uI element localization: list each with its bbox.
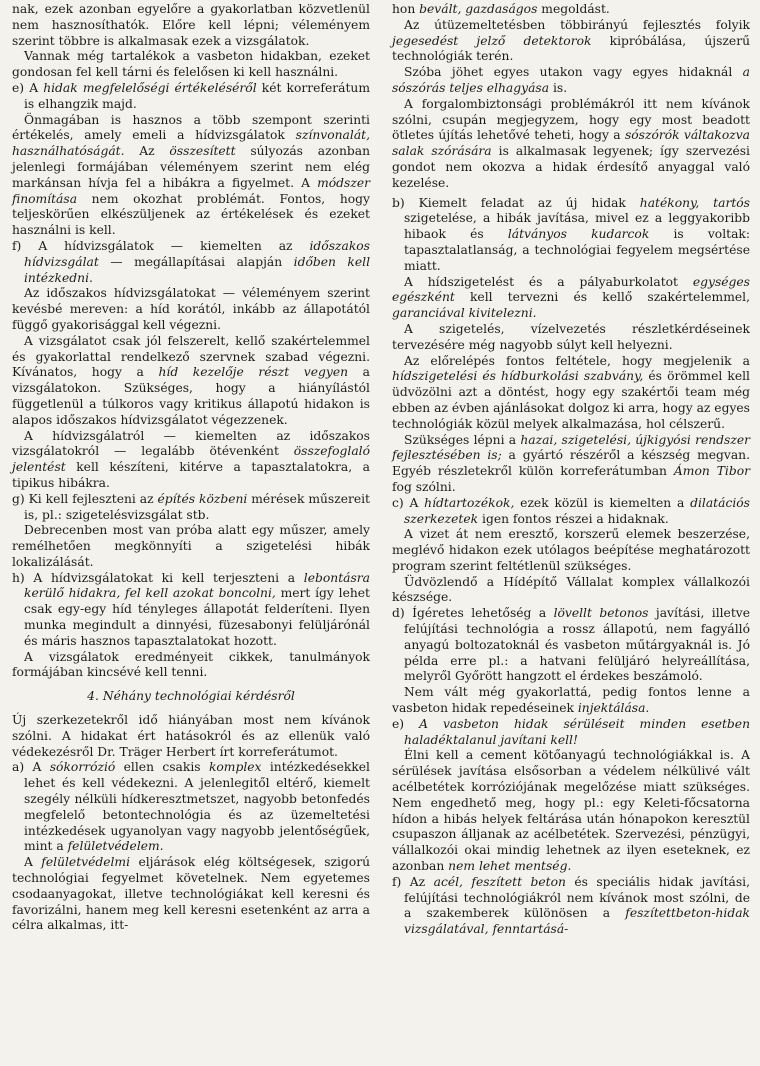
paragraph: Debrecenben most van próba alatt egy műszer, amely remélhetően megkönnyíti a szigetelési hibák lokalizálását. xyxy=(12,523,370,569)
paragraph: Szóba jöhet egyes utakon vagy egyes hidaknál a sószórás teljes elhagyása is. xyxy=(392,65,750,95)
list-item-f: f) A hídvizsgálatok — kiemelten az időszakos hídvizsgálat — megállapításai alapján időben kell intézkedni. xyxy=(12,238,371,285)
paragraph: A szigetelés, vízelvezetés részletkérdéseinek tervezésére még nagyobb súlyt kell helyezni. xyxy=(392,321,750,352)
paragraph: A hídvizsgálatról — kiemelten az időszakos vizsgálatokról — legalább ötévenként összefoglaló jelentést kell készíteni, kitérve a tapasztalatokra, a tipikus hibákra. xyxy=(12,428,370,490)
paragraph: Szükséges lépni a hazai, szigetelési, újkigyósi rendszer fejlesztésében is; a gyártó részéről a készség megvan. Egyéb részletekről külön korreferátumban Ámon Tibor fog szólni. xyxy=(392,432,751,494)
paragraph: Az időszakos hídvizsgálatokat — véleményem szerint kevésbé mereven: a híd korától, inkább az állapotától függő gyakorisággal kell végezni. xyxy=(12,286,370,332)
list-item-e: e) A hidak megfelelőségi értékeléséről két korreferátum is elhangzik majd. xyxy=(12,80,370,111)
paragraph: A vizsgálatok eredményeit cikkek, tanulmányok formájában kincsévé kell tenni. xyxy=(12,649,370,680)
paragraph: hon bevált, gazdaságos megoldást. xyxy=(392,2,610,16)
paragraph: A forgalombiztonsági problémákról itt nem kívánok szólni, csupán megjegyzem, hogy egy most beadott ötletes újítás lehetővé teheti, hogy a sószórók váltakozva salak szórására is alkalmasak legyenek; így szervezési gondot nem okozva a hidak érdesítő anyaggal való kezelése. xyxy=(392,96,750,190)
paragraph: Önmagában is hasznos a több szempont szerinti értékelés, amely emeli a hídvizsgálatok színvonalát, használhatóságát. Az összesített súlyozás azonban jelenlegi formájában véleményem szerint nem elég markánsan hívja fel a hibákra a figyelmet. A módszer finomítása nem okozhat problémát. Fontos, hogy teljeskörűen elkészüljenek az értékelések és ezeket használni is kell. xyxy=(12,112,370,238)
paragraph: A hídszigetelést és a pályaburkolatot egységes egészként kell tervezni és kellő szakértelemmel, garanciával kivitelezni. xyxy=(392,274,750,321)
paragraph: Élni kell a cement kötőanyagú technológiákkal is. A sérülések javítása elsősorban a védelem nélkülivé vált acélbetétek korróziójának megelőzése miatt szükséges. Nem engedhető meg, hogy pl.: egy Keleti-főcsatorna hídon a hibás helyek feltárása után hónapokon keresztül csupaszon álljanak az acélbetétek. Szervezési, pénzügyi, vállalkozói okai mindig lehetnek az ilyen eseteknek, ez azonban nem lehet mentség. xyxy=(392,748,750,874)
list-item-b: b) Kiemelt feladat az új hidak hatékony, tartós szigetelése, a hibák javítása, mivel ez a leggyakoribb hibaok és látványos kudarcok is voltak: tapasztalatlanság, a technológiai fegyelem megsértése miatt. xyxy=(392,195,751,273)
paragraph: A vizsgálatot csak jól felszerelt, kellő szakértelemmel és gyakorlattal rendelkező szervnek szabad végezni. Kívánatos, hogy a híd kezelője részt vegyen a vizsgálatokon. Szükséges, hogy a hiányílástól függetlenül a túlkoros vagy kritikus állapotú hidakon is alapos időszakos hídvizsgálatot végezzenek. xyxy=(12,333,370,427)
paragraph: Vannak még tartalékok a vasbeton hidakban, ezeket gondosan fel kell tárni és felelősen ki kell használni. xyxy=(12,49,370,80)
list-item-e: e) A vasbeton hidak sérüléseit minden esetben haladéktalanul javítani kell! xyxy=(392,716,750,747)
paragraph: Üdvözlendő a Hídépítő Vállalat komplex vállalkozói készsége. xyxy=(392,574,750,605)
right-column xyxy=(392,2,750,938)
paragraph: Új szerkezetekről idő hiányában most nem kívánok szólni. A hidakat ért hatásokról és az ellenük való védekezésről Dr. Träger Herbert írt korreferátumot. xyxy=(12,713,370,759)
paragraph: Nem vált még gyakorlattá, pedig fontos lenne a vasbeton hidak repedéseinek injektálása. xyxy=(392,685,750,716)
list-item-d: d) Ígéretes lehetőség a lövellt betonos javítási, illetve felújítási technológia a rossz állapotú, nem fagyálló anyagú boltozatoknál és vasbeton műtárgyaknál is. Jó példa erre pl.: a hatvani felüljáró helyreállítása, melyről Győrött hangzott el érdekes beszámoló. xyxy=(392,606,751,684)
paragraph: A vizet át nem eresztő, korszerű elemek beszerzése, meglévő hidakon ezek utólagos beépítése meghatározott program szerint feltétlenül szükséges. xyxy=(392,527,750,573)
section-heading: 4. Néhány technológiai kérdésről xyxy=(87,689,295,704)
list-item-h: h) A hídvizsgálatokat ki kell terjeszteni a lebontásra kerülő hidakra, fel kell azokat boncolni, mert így lehet csak egy-egy híd tényleges állapotát felderíteni. Ilyen munka megindult a dinnyési, füzesabonyi felüljárónál és máris hasznos tapasztalatokat hozott. xyxy=(12,570,370,648)
paragraph: A felületvédelmi eljárások elég költségesek, szigorú technológiai fegyelmet követelnek. Nem egyetemes csodaanyagokat, illetve technológiákat kell keresni és favorizálni, hanem meg kell keresni esetenként az arra a célra alkalmas, itt- xyxy=(12,855,370,933)
paragraph: Az előrelépés fontos feltétele, hogy megjelenik a hídszigetelési és hídburkolási szabvány, és örömmel kell üdvözölni azt a döntést, hogy egy szakértői team még ebben az évben ajánlásokat dolgoz ki arra, hogy az egyes technológiák közül melyek alkalmazása, hol célszerű. xyxy=(392,353,750,431)
paragraph: Az útüzemeltetésben többirányú fejlesztés folyik jegesedést jelző detektorok kipróbálása, újszerű technológiák terén. xyxy=(392,17,750,64)
list-item-f: f) Az acél, feszített beton és speciális hidak javítási, felújítási technológiákról nem kívánok most szólni, de a szakemberek különösen a feszítettbeton-hidak vizsgálatával, fenntartásá- xyxy=(392,874,750,937)
list-item-c: c) A hídtartozékok, ezek közül is kiemelten a dilatációs szerkezetek igen fontos részei a hidaknak. xyxy=(392,495,750,526)
list-item-a: a) A sókorrózió ellen csakis komplex intézkedésekkel lehet és kell védekezni. A jelenlegitől eltérő, kiemelt szegély nélküli hídkeresztmetszet, nagyobb betonfedés megfelelő betontechnológia és az üzemeltetési intézkedések ugyanolyan vagy nagyobb jelentőségűek, mint a felületvédelem. xyxy=(12,760,370,854)
paragraph: nak, ezek azonban egyelőre a gyakorlatban közvetlenül nem hasznosíthatók. Előre kell lépni; véleményem szerint többre is alkalmasak ezek a vizsgálatok. xyxy=(12,2,370,48)
list-item-g: g) Ki kell fejleszteni az építés közbeni mérések műszereit is, pl.: szigetelésvizsgálat stb. xyxy=(12,491,370,522)
left-column xyxy=(12,2,370,934)
